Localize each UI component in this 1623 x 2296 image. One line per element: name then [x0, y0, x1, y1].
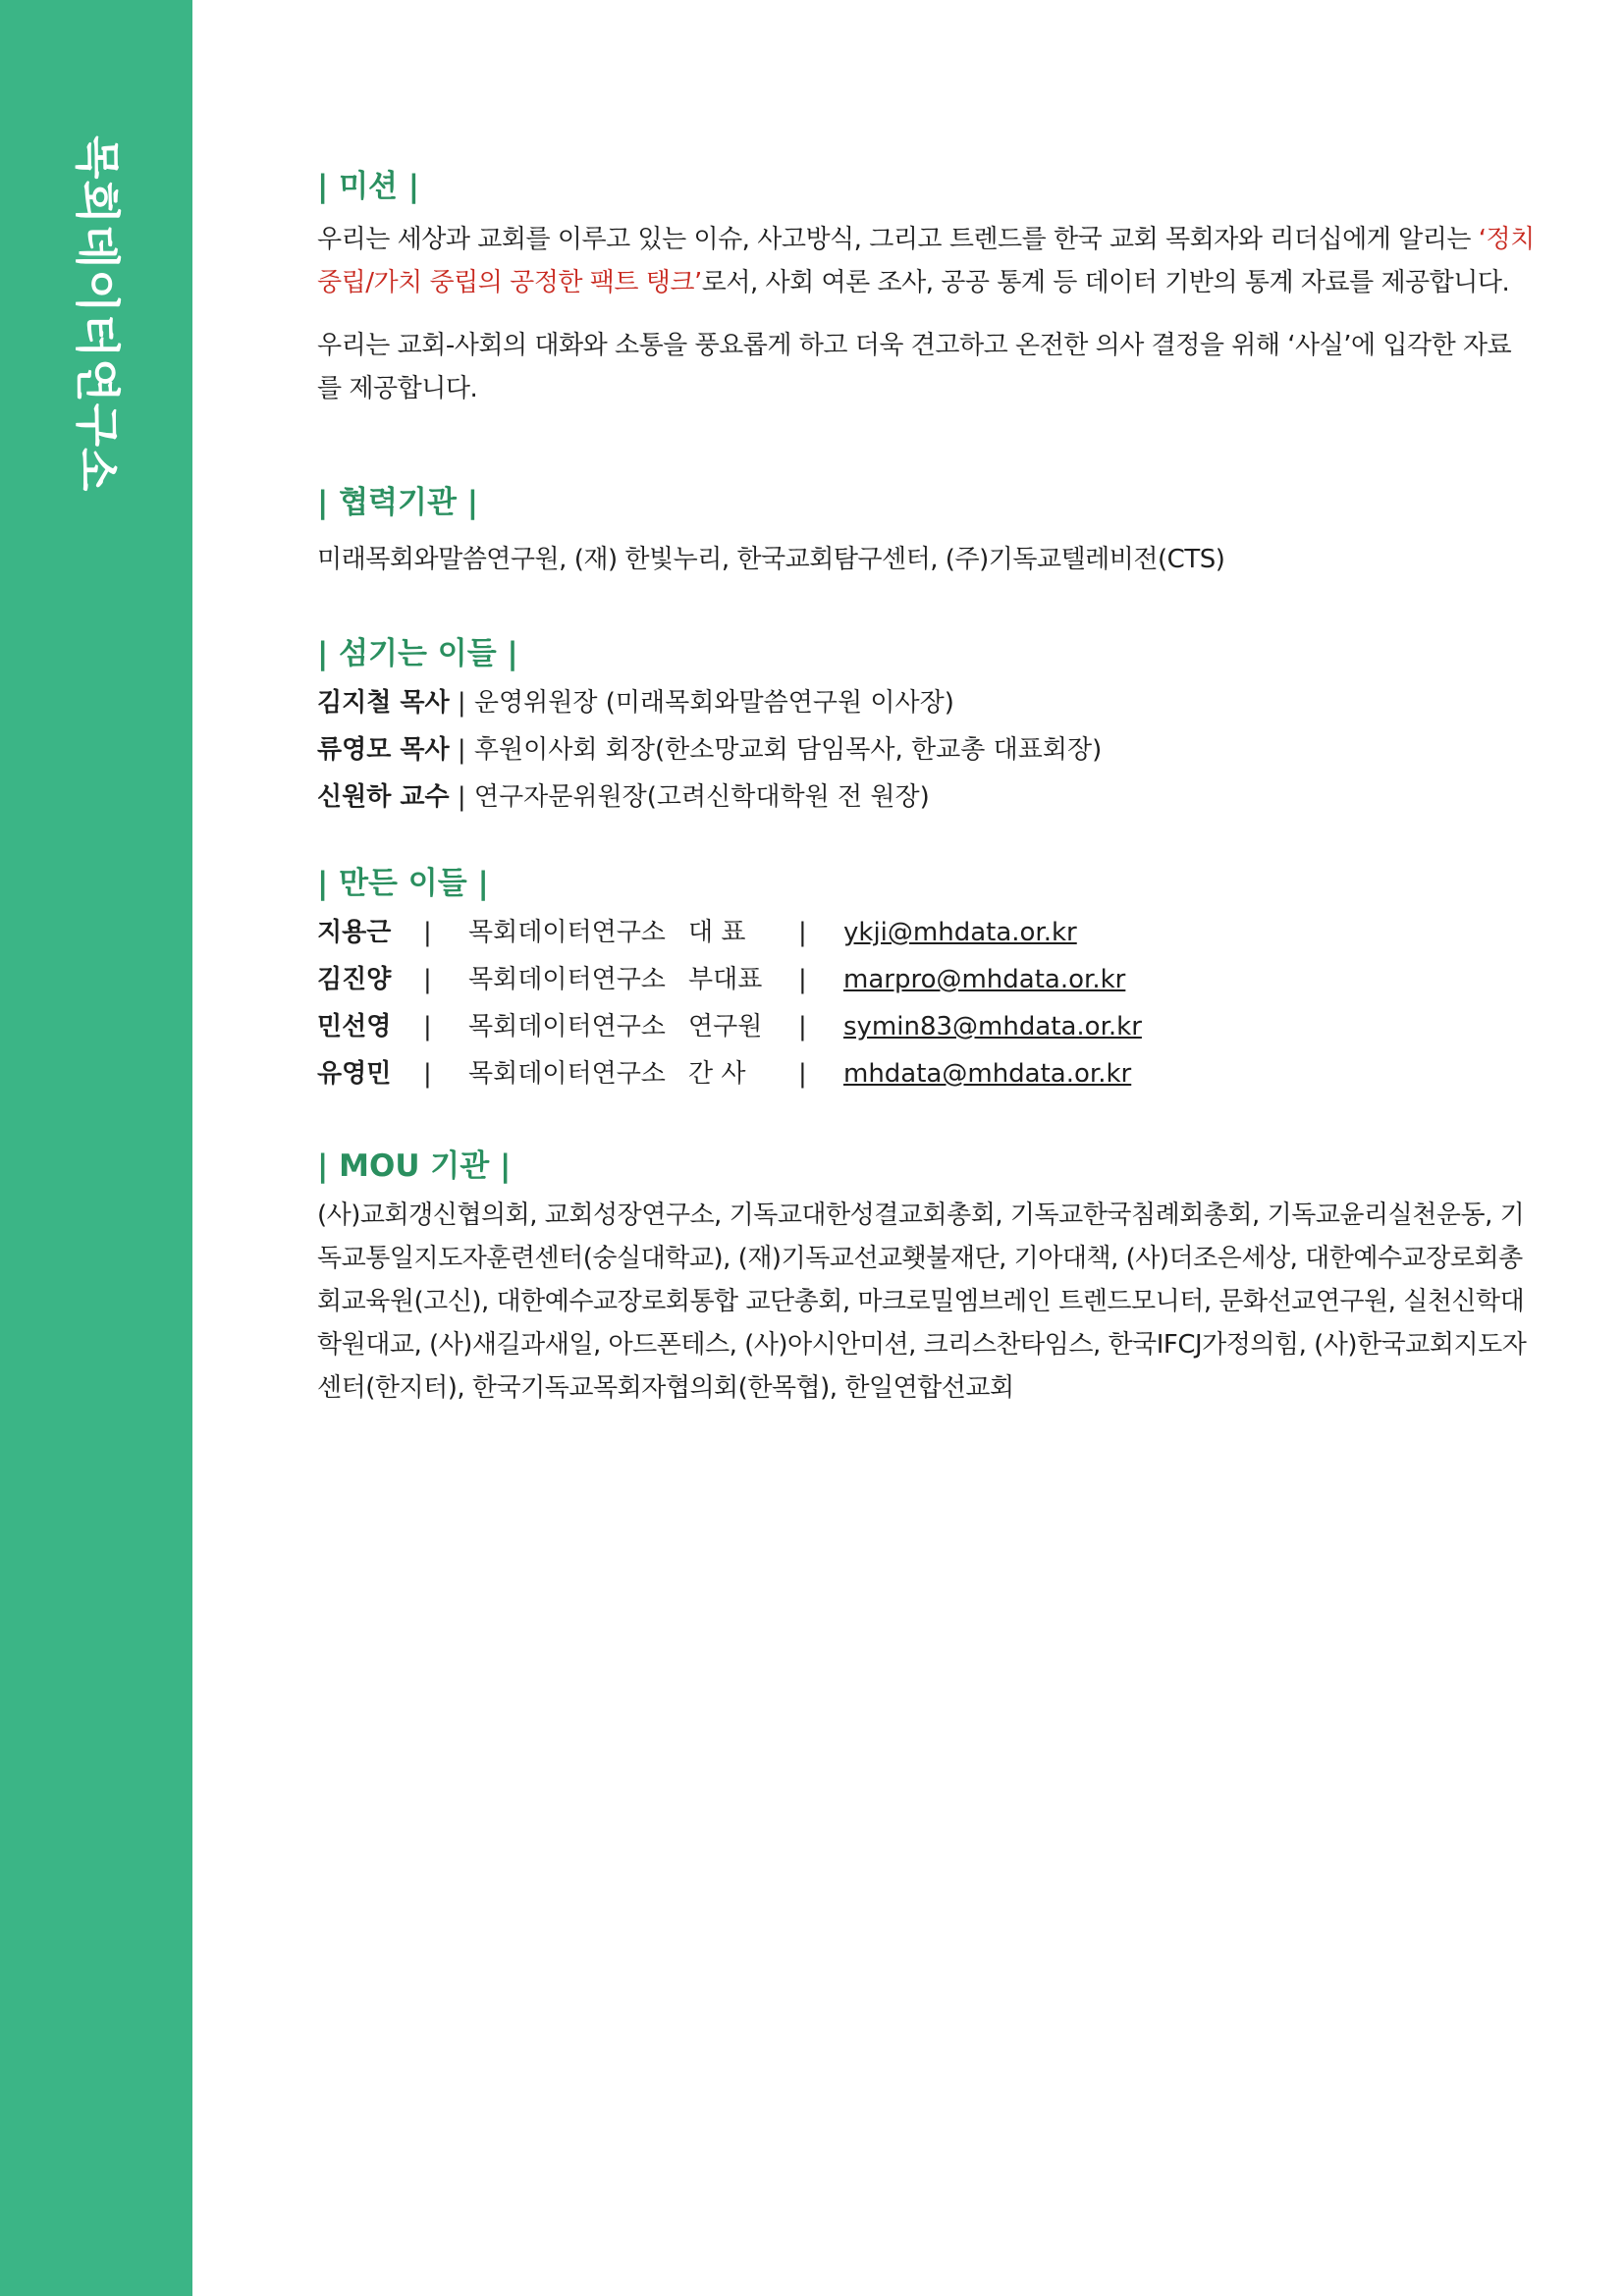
- advisor-row: [317, 726, 1535, 774]
- mission-paragraph-2: 우리는 교회-사회의 대화와 소통을 풍요롭게 하고 더욱 견고하고 온전한 의사 결정을 위해 ‘사실’에 입각한 자료를 제공합니다.: [317, 331, 1512, 403]
- staff-separator: |: [423, 965, 432, 994]
- staff-separator: |: [798, 918, 807, 947]
- advisor-row: [317, 774, 1535, 821]
- staff-name: 지용근: [317, 918, 392, 947]
- mission-paragraph-1: [317, 218, 1535, 304]
- staff-role: 대 표: [688, 918, 746, 947]
- staff-separator: |: [423, 1059, 432, 1089]
- partners-section: [317, 483, 1535, 581]
- staff-email-link[interactable]: marpro@mhdata.or.kr: [843, 965, 1126, 994]
- mission-section: [317, 167, 1535, 410]
- staff-email-link[interactable]: symin83@mhdata.or.kr: [843, 1012, 1142, 1041]
- staff-separator: |: [423, 1012, 432, 1041]
- staff-section: [317, 864, 1535, 1097]
- staff-separator: |: [798, 965, 807, 994]
- content: [317, 167, 1535, 1410]
- staff-separator: |: [798, 1059, 807, 1089]
- partners-text: 미래목회와말씀연구원, (재) 한빛누리, 한국교회탐구센터, (주)기독교텔레비전(CTS): [317, 545, 1225, 574]
- staff-org: 목회데이터연구소: [468, 1012, 666, 1041]
- advisors-list: [317, 679, 1535, 821]
- mission-heading: | 미션 |: [317, 169, 420, 204]
- staff-org: 목회데이터연구소: [468, 1059, 666, 1089]
- advisor-desc: | 운영위원장 (미래목회와말씀연구원 이사장): [449, 688, 954, 718]
- advisors-heading: | 섬기는 이들 |: [317, 636, 518, 671]
- staff-row: [317, 909, 1535, 956]
- staff-row: [317, 956, 1535, 1003]
- staff-name: 유영민: [317, 1059, 392, 1089]
- staff-list: [317, 909, 1535, 1097]
- staff-role: 간 사: [688, 1059, 746, 1089]
- sidebar: [0, 0, 192, 2296]
- sidebar-title: 목회데이터연구소: [71, 135, 124, 493]
- staff-heading: | 만든 이들 |: [317, 866, 489, 901]
- staff-role: 연구원: [688, 1012, 763, 1041]
- mou-heading: | MOU 기관 |: [317, 1148, 512, 1184]
- staff-separator: |: [798, 1012, 807, 1041]
- advisor-name: 신원하 교수: [317, 782, 450, 812]
- staff-name: 김진양: [317, 965, 392, 994]
- advisor-name: 김지철 목사: [317, 688, 450, 718]
- staff-email-link[interactable]: mhdata@mhdata.or.kr: [843, 1059, 1132, 1089]
- staff-email-link[interactable]: ykji@mhdata.or.kr: [843, 918, 1077, 947]
- staff-role: 부대표: [688, 965, 763, 994]
- staff-org: 목회데이터연구소: [468, 918, 666, 947]
- mou-section: [317, 1147, 1535, 1410]
- mission-text-a: 우리는 세상과 교회를 이루고 있는 이슈, 사고방식, 그리고 트렌드를 한국 교회 목회자와 리더십에게 알리는: [317, 225, 1479, 254]
- staff-separator: |: [423, 918, 432, 947]
- advisor-desc: | 후원이사회 회장(한소망교회 담임목사, 한교총 대표회장): [449, 735, 1103, 765]
- mou-text: (사)교회갱신협의회, 교회성장연구소, 기독교대한성결교회총회, 기독교한국침례회총회, 기독교윤리실천운동, 기독교통일지도자훈련센터(숭실대학교), (재)기독교선교횃불재단, 기아대책, (사)더조은세상, 대한예수교장로회총회교육원(고신), 대한예수교장로회통합 교단총회, 마크로밀엠브레인 트렌드모니터, 문화선교연구원, 실천신학대학원대교, (사)새길과새일, 아드폰테스, (사)아시안미션, 크리스찬타임스, 한국IFCJ가정의힘, (사)한국교회지도자센터(한지터), 한국기독교목회자협의회(한목협), 한일연합선교회: [317, 1201, 1527, 1403]
- mission-text-b: 로서, 사회 여론 조사, 공공 통계 등 데이터 기반의 통계 자료를 제공합니다.: [701, 268, 1510, 297]
- staff-row: [317, 1003, 1535, 1050]
- advisors-section: [317, 634, 1535, 821]
- advisor-desc: | 연구자문위원장(고려신학대학원 전 원장): [449, 782, 930, 812]
- advisor-row: [317, 679, 1535, 726]
- staff-row: [317, 1050, 1535, 1097]
- staff-org: 목회데이터연구소: [468, 965, 666, 994]
- staff-name: 민선영: [317, 1012, 392, 1041]
- partners-heading: | 협력기관 |: [317, 485, 479, 520]
- advisor-name: 류영모 목사: [317, 735, 450, 765]
- mission-highlight: ‘정치 중립/가치 중립의 공정한 팩트 탱크’: [317, 225, 1535, 297]
